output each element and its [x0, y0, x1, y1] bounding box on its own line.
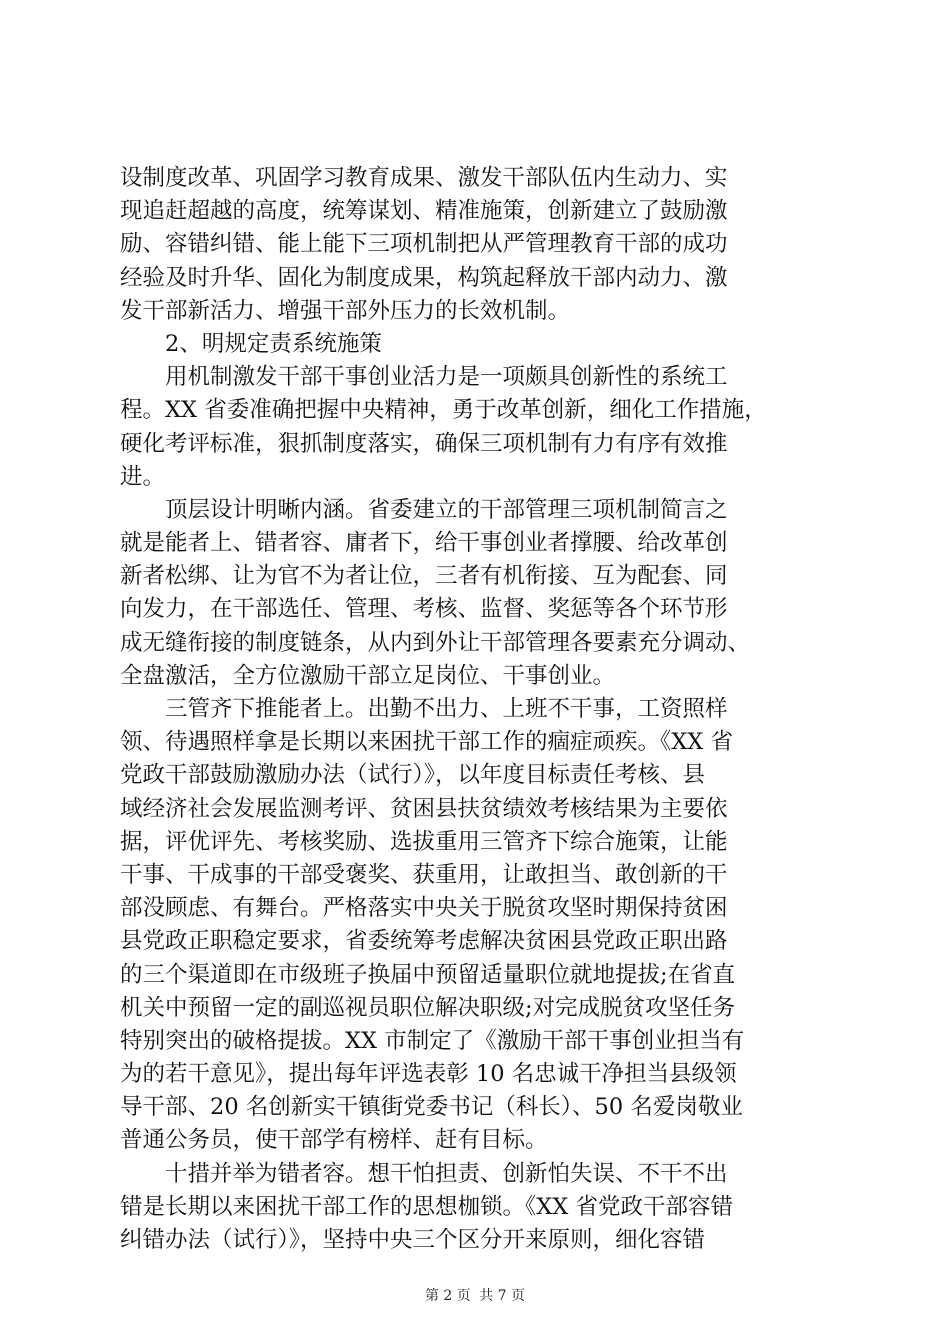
text-line: 进。	[120, 463, 166, 490]
page-total: 共 7 页	[479, 1288, 526, 1304]
text-line: 设制度改革、巩固学习教育成果、激发干部队伍内生动力、实	[120, 165, 728, 191]
text-line: 励、容错纠错、能上能下三项机制把从严管理教育干部的成功	[120, 231, 728, 258]
text-line: 硬化考评标准，狠抓制度落实，确保三项机制有力有序有效推	[120, 430, 728, 457]
text-line: 党政干部鼓励激励办法（试行）》，以年度目标责任考核、县	[120, 762, 706, 789]
page-footer	[0, 1286, 950, 1306]
text-line: 导干部、20 名创新实干镇街党委书记（科长）、50 名爱岗敬业	[120, 1094, 743, 1121]
text-line: 新者松绑、让为官不为者让位，三者有机衔接、互为配套、同	[120, 563, 728, 590]
text-line: 经验及时升华、固化为制度成果，构筑起释放干部内动力、激	[120, 264, 728, 291]
text-line: 就是能者上、错者容、庸者下，给干事创业者撑腰、给改革创	[120, 530, 728, 557]
section-heading: 2、明规定责系统施策	[120, 330, 382, 357]
text-line: 发干部新活力、增强干部外压力的长效机制。	[120, 297, 571, 324]
text-line: 领、待遇照样拿是长期以来困扰干部工作的痼症顽疾。《XX 省	[120, 729, 733, 756]
text-line: 特别突出的破格提拔。XX 市制定了《激励干部干事创业担当有	[120, 1027, 745, 1054]
text-line: 干事、干成事的干部受褒奖、获重用，让敢担当、敢创新的干	[120, 861, 728, 888]
text-line: 现追赶超越的高度，统筹谋划、精准施策，创新建立了鼓励激	[120, 198, 728, 225]
text-line: 域经济社会发展监测考评、贫困县扶贫绩效考核结果为主要依	[120, 795, 728, 822]
text-line: 县党政正职稳定要求，省委统筹考虑解决贫困县党政正职出路	[120, 928, 728, 955]
document-body	[120, 162, 832, 1257]
text-line: 三管齐下推能者上。出勤不出力、上班不干事，工资照样	[120, 696, 728, 722]
text-line: 全盘激活，全方位激励干部立足岗位、干事创业。	[120, 662, 616, 689]
text-line: 为的若干意见》，提出每年评选表彰 10 名忠诚干净担当县级领	[120, 1061, 737, 1088]
text-line: 据，评优评先、考核奖励、选拔重用三管齐下综合施策，让能	[120, 828, 728, 855]
text-line: 用机制激发干部干事创业活力是一项颇具创新性的系统工	[120, 364, 728, 391]
text-line: 的三个渠道即在市级班子换届中预留适量职位就地提拔;在省直	[120, 961, 736, 988]
text-line: 顶层设计明晰内涵。省委建立的干部管理三项机制简言之	[120, 496, 728, 523]
text-line: 向发力，在干部选任、管理、考核、监督、奖惩等各个环节形	[120, 596, 728, 623]
text-line: 纠错办法（试行）》，坚持中央三个区分开来原则，细化容错	[120, 1227, 706, 1253]
text-line: 程。XX 省委准确把握中央精神，勇于改革创新，细化工作措施，	[120, 397, 767, 424]
text-line: 部没顾虑、有舞台。严格落实中央关于脱贫攻坚时期保持贫困	[120, 895, 728, 922]
page-number: 第 2 页	[424, 1288, 471, 1304]
text-line: 成无缝衔接的制度链条，从内到外让干部管理各要素充分调动、	[120, 629, 751, 656]
text-line: 错是长期以来困扰干部工作的思想枷锁。《XX 省党政干部容错	[120, 1193, 733, 1220]
text-line: 机关中预留一定的副巡视员职位解决职级;对完成脱贫攻坚任务	[120, 994, 736, 1021]
text-line: 十措并举为错者容。想干怕担责、创新怕失误、不干不出	[120, 1160, 728, 1187]
text-line: 普通公务员，使干部学有榜样、赶有目标。	[120, 1127, 548, 1154]
